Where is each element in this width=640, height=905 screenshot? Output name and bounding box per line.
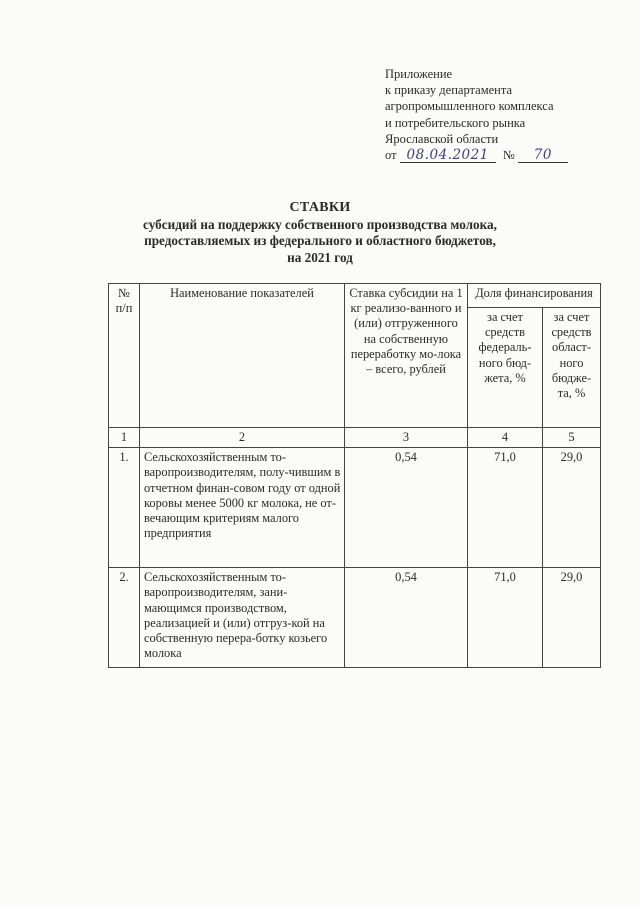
- col-number: 2: [140, 428, 345, 448]
- order-date-number: [385, 147, 568, 165]
- header-share: Доля финансирования: [468, 284, 601, 308]
- row-name: Сельскохозяйственным то-варопроизводителям, полу-чившим в отчетном финан-совом году от одной коровы менее 5000 кг молока, не от-вечающим критериям малого предприятия: [140, 448, 345, 568]
- handwritten-date: 08.04.2021: [406, 147, 489, 164]
- col-number: 3: [345, 428, 468, 448]
- header-federal: за счет средств федераль-ного бюд-жета, %: [468, 308, 543, 428]
- order-number: [518, 148, 568, 163]
- subsidy-rates-table: [108, 283, 601, 668]
- row-rate: 0,54: [345, 568, 468, 668]
- annex-line: и потребительского рынка: [385, 115, 526, 130]
- annex-line: к приказу департамента: [385, 83, 513, 98]
- annex-line: агропромышленного комплекса: [385, 99, 554, 114]
- row-federal: 71,0: [468, 568, 543, 668]
- col-number: 5: [543, 428, 601, 448]
- table-row: [109, 448, 601, 568]
- row-num: 1.: [109, 448, 140, 568]
- annex-block: [385, 66, 568, 165]
- row-rate: 0,54: [345, 448, 468, 568]
- handwritten-number: 70: [533, 147, 552, 164]
- title-heading: СТАВКИ: [289, 200, 351, 215]
- table-row: [109, 568, 601, 668]
- from-label: от: [385, 148, 397, 163]
- header-regional: за счет средств област-ного бюдже-та, %: [543, 308, 601, 428]
- order-date: [400, 148, 496, 163]
- title-line: субсидий на поддержку собственного производства молока,: [143, 216, 497, 232]
- header-num: № п/п: [109, 284, 140, 428]
- number-label: №: [502, 148, 515, 163]
- title-line: предоставляемых из федерального и областного бюджетов,: [144, 233, 496, 248]
- col-number: 1: [109, 428, 140, 448]
- annex-line: Ярославской области: [385, 131, 499, 146]
- annex-line: Приложение: [385, 67, 453, 81]
- document-title: [0, 200, 640, 266]
- row-regional: 29,0: [543, 568, 601, 668]
- header-rate: Ставка субсидии на 1 кг реализо-ванного и (или) отгруженного на собственную переработку мо-лока – всего, рублей: [345, 284, 468, 428]
- row-name: Сельскохозяйственным то-варопроизводителям, зани-мающимся производством, реализацией и (или) отгруз-кой на собственную перера-ботку козьего молока: [140, 568, 345, 668]
- header-name: Наименование показателей: [140, 284, 345, 428]
- title-line: на 2021 год: [287, 249, 353, 265]
- row-num: 2.: [109, 568, 140, 668]
- col-number: 4: [468, 428, 543, 448]
- row-regional: 29,0: [543, 448, 601, 568]
- row-federal: 71,0: [468, 448, 543, 568]
